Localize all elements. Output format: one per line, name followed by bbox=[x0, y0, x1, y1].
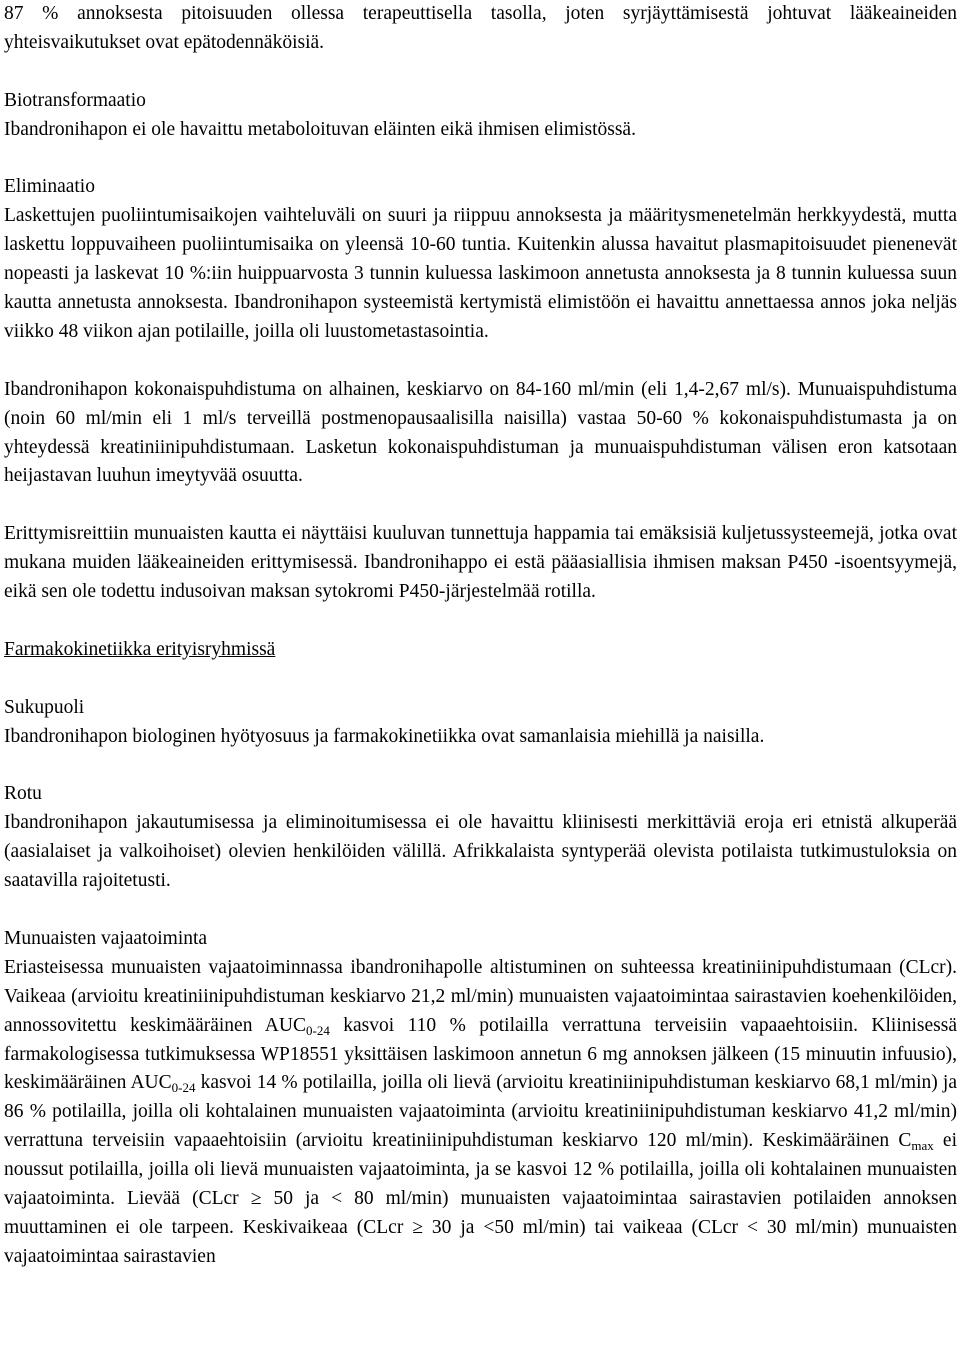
race-section bbox=[4, 780, 957, 896]
excretion-paragraph: Erittymisreittiin munuaisten kautta ei näyttäisi kuuluvan tunnettuja happamia tai emäksisiä kuljetussysteemejä, jotka ovat mukana muiden lääkeaineiden erittymisessä. Ibandronihappo ei estä pääasiallisia ihmisen maksan P450 -isoentsyymejä, eikä sen ole todettu indusoivan maksan sytokromi P450-järjestelmää rotilla. bbox=[4, 523, 957, 603]
renal-section bbox=[4, 925, 957, 1272]
race-text: Ibandronihapon jakautumisessa ja eliminoitumisessa ei ole havaittu kliinisesti merkittäviä eroja eri etnistä alkuperää (aasialaiset ja valkoihoiset) olevien henkilöiden välillä. Afrikkalaista syntyperää olevista potilaista tutkimustuloksia on saatavilla rajoitetusti. bbox=[4, 812, 957, 892]
sex-text: Ibandronihapon biologinen hyötyosuus ja farmakokinetiikka ovat samanlaisia miehillä ja naisilla. bbox=[4, 725, 765, 747]
spacer bbox=[4, 347, 957, 376]
cmax-subscript: max bbox=[911, 1138, 934, 1154]
spacer bbox=[4, 665, 957, 694]
biotransformation-text: Ibandronihapon ei ole havaittu metaboloituvan eläinten eikä ihmisen elimistössä. bbox=[4, 118, 636, 140]
biotransformation-section bbox=[4, 87, 957, 145]
spacer bbox=[4, 607, 957, 636]
auc-subscript: 0-24 bbox=[305, 1022, 330, 1038]
biotransformation-heading: Biotransformaatio bbox=[4, 89, 146, 111]
spacer bbox=[4, 751, 957, 780]
spacer bbox=[4, 491, 957, 520]
sex-section bbox=[4, 694, 957, 752]
elimination-heading: Eliminaatio bbox=[4, 176, 95, 198]
elimination-section bbox=[4, 173, 957, 346]
renal-text-4: ei noussut potilailla, joilla oli lievä munuaisten vajaatoiminta, ja se kasvoi 12 % potilailla, joilla oli kohtalainen munuaisten vajaatoiminta. Lievää (CLcr ≥ 50 ja < 80 ml/min) munuaisten vajaatoimintaa sairastavien potilaiden annoksen muuttaminen ei ole tarpeen. Keskivaikeaa (CLcr ≥ 30 ja <50 ml/min) tai vaikeaa (CLcr < 30 ml/min) munuaisten vajaatoimintaa sairastavien bbox=[4, 1130, 958, 1267]
spacer bbox=[4, 58, 957, 87]
document-page bbox=[4, 0, 957, 1272]
race-heading: Rotu bbox=[4, 783, 42, 805]
renal-heading: Munuaisten vajaatoiminta bbox=[4, 927, 208, 949]
special-populations-heading: Farmakokinetiikka erityisryhmissä bbox=[4, 638, 276, 660]
renal-text-1: Eriasteisessa munuaisten vajaatoiminnassa ibandronihapolle altistuminen on suhteessa kreatiniinipuhdistumaan (CLcr). Vaikeaa (arvioitu kreatiniinipuhdistuman keskiarvo 21,2 ml/min) munuaisten vajaatoimintaa sairastavien koehenkilöiden, annossovitettu keskimääräinen AUC bbox=[4, 956, 957, 1036]
sex-heading: Sukupuoli bbox=[4, 696, 85, 718]
intro-paragraph: 87 % annoksesta pitoisuuden ollessa terapeuttisella tasolla, joten syrjäyttämisestä johtuvat lääkeaineiden yhteisvaikutukset ovat epätodennäköisiä. bbox=[4, 3, 957, 53]
special-populations-section bbox=[4, 636, 957, 665]
spacer bbox=[4, 145, 957, 174]
renal-text-2: kasvoi 110 % potilailla verrattuna terveisiin vapaaehtoisiin. Kliinisessä farmakologisessa tutkimuksessa WP18551 yksittäisen laskimoon annetun 6 mg annoksen jälkeen (15 minuutin infuusio), keskimääräinen AUC bbox=[4, 1014, 957, 1094]
renal-text-3: kasvoi 14 % potilailla, joilla oli lievä (arvioitu kreatiniinipuhdistuman keskiarvo 68,1 ml/min) ja 86 % potilailla, joilla oli kohtalainen munuaisten vajaatoiminta (arvioitu kreatiniinipuhdistuman keskiarvo 41,2 ml/min) verrattuna terveisiin vapaaehtoisiin (arvioitu kreatiniinipuhdistuman keskiarvo 120 ml/min). Keskimääräinen C bbox=[4, 1072, 957, 1152]
clearance-paragraph: Ibandronihapon kokonaispuhdistuma on alhainen, keskiarvo on 84-160 ml/min (eli 1,4-2,67 ml/s). Munuaispuhdistuma (noin 60 ml/min eli 1 ml/s terveillä postmenopausaalisilla naisilla) vastaa 50-60 % kokonaispuhdistumasta ja on yhteydessä kreatiniinipuhdistumaan. Lasketun kokonaispuhdistuman ja munuaispuhdistuman välisen eron katsotaan heijastavan luuhun imeytyvää osuutta. bbox=[4, 378, 957, 487]
auc-subscript: 0-24 bbox=[171, 1080, 196, 1096]
spacer bbox=[4, 896, 957, 925]
elimination-text: Laskettujen puoliintumisaikojen vaihteluväli on suuri ja riippuu annoksesta ja määritysmenetelmän herkkyydestä, mutta laskettu loppuvaiheen puoliintumisaika on yleensä 10-60 tuntia. Kuitenkin alussa havaitut plasmapitoisuudet pienenevät nopeasti ja laskevat 10 %:iin huippuarvosta 3 tunnin kuluessa laskimoon annetusta annoksesta ja 8 tunnin kuluessa suun kautta annetusta annoksesta. Ibandronihapon systeemistä kertymistä elimistöön ei havaittu annettaessa annos joka neljäs viikko 48 viikon ajan potilaille, joilla oli luustometastasointia. bbox=[4, 205, 957, 342]
